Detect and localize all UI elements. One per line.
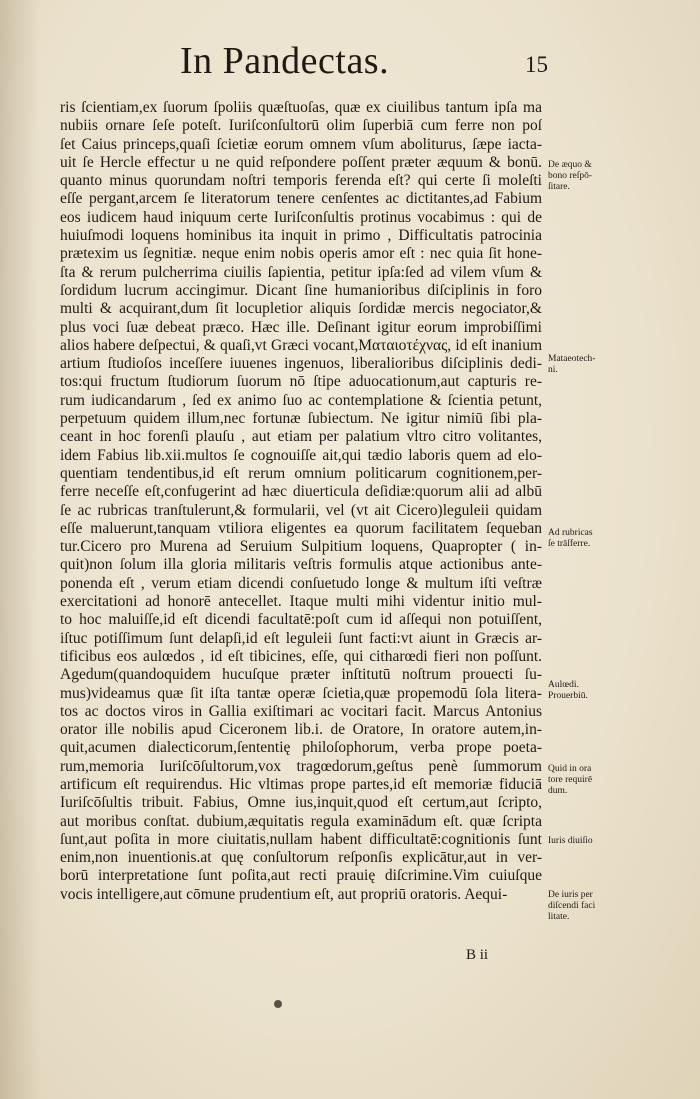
margin-note-line: De iuris per [548, 890, 593, 900]
text-line: Iuriſcōſultis tribuit. Fabius, Omne ius,inquit,quod eſt certum,aut ſcripto, [60, 794, 542, 812]
margin-note-mataeotechni [548, 354, 648, 376]
text-line: orator ille nobilis apud Ciceronem lib.i. de Oratore, In oratore autem,in- [60, 721, 542, 739]
text-line: borū interpretatione ſunt poſita,aut recti prauię diſcrimine.Vim cuiuſque [60, 867, 542, 885]
margin-note-line: Prouerbiū. [548, 691, 588, 701]
margin-note-line: ſe trāſferre. [548, 539, 591, 549]
text-line: uit ſe Hercle effectur u ne quid reſpondere poſſent præter æquum & bonū. [60, 153, 542, 171]
page-number: 15 [525, 52, 548, 77]
text-line: ferre neceſſe eſt,confugerint ad hæc diuerticula deſidiæ:quorum alii ad albū [60, 483, 542, 501]
margin-note-oratore [548, 764, 648, 797]
text-line: quentiam tendentibus,id eſt rerum omnium politicarum cognitionem,per- [60, 464, 542, 482]
text-line: Agedum(quandoquidem hucuſque præter inſtitutū noſtrum prouecti ſu- [60, 666, 542, 684]
text-line: plus voci ſuæ debeat præco. Hæc ille. Deſinant igitur eorum improbiſſimi [60, 318, 542, 336]
text-line: enim,non inuentionis.at quę conſultorum reſponſis explicātur,aut in ver- [60, 849, 542, 867]
text-line: ſet Caius princeps,quaſi ſcietiæ eorum omnem vſum aboliturus, ſæpe iacta- [60, 135, 542, 153]
text-line: tificibus eos aulœdos , id eſt tibicines, eſſe, qui citharœdi fieri non poſſunt. [60, 647, 542, 665]
text-line: ſe ac rubricas tranſtulerunt,& formularii, vel (vt ait Cicero)leguleii quidam [60, 501, 542, 519]
text-line: ris ſcientiam,ex ſuorum ſpoliis quæſtuoſas, quæ ex ciuilibus tantum ipſa ma [60, 99, 542, 116]
text-line: quanto minus quorundam noſtri temporis ferenda eſt? qui certe ſi moleſti [60, 172, 542, 190]
margin-note-line: De æquo & [548, 160, 592, 170]
text-line: eos iudicem haud iniquum certe Iuriſconſultis protinus vocabimus : qui de [60, 208, 542, 226]
margin-note-line: tore requirē [548, 775, 593, 785]
text-line: aut moribus conſtat. dubium,æquitatis regula examinādum eſt. quæ ſcripta [60, 812, 542, 830]
margin-note-line: ni. [548, 365, 558, 375]
margin-note-line: Aulœdi. [548, 680, 579, 690]
text-line: ceant in hoc forenſi plauſu , aut etiam per palatium vltro citro volitantes, [60, 428, 542, 446]
margin-note-iuris-facilitate [548, 890, 648, 923]
text-line: exercitationi ad honorē antecellet. Itaque multi mihi videntur initio mul- [60, 593, 542, 611]
text-line: ſta & rerum pulcherrima ciuilis ſapientia, petitur ipſa:ſed ad vilem vſum & [60, 263, 542, 281]
running-title: In Pandectas. [180, 40, 390, 82]
main-text-block [60, 99, 542, 904]
signature-mark: B ii [466, 947, 489, 963]
text-line: mus)videamus quæ ſit iſta tantæ operæ ſcietia,quæ propemodū ſola litera- [60, 684, 542, 702]
margin-note-rubricas [548, 528, 648, 550]
text-line: perpetuum quidem illum,nec fortunæ ſubiectum. Ne igitur nimiū ſibi pla- [60, 410, 542, 428]
text-line: rum iudicandarum , ſed ex animo ſuo ac contemplatione & ſcientia petunt, [60, 391, 542, 409]
margin-note-line: litate. [548, 912, 570, 922]
text-line: tur.Cicero pro Murena ad Seruium Sulpitium loquens, Quapropter ( in- [60, 538, 542, 556]
margin-note-auloedi [548, 680, 648, 702]
text-line: tos ac doctos viros in Gallia exiſtimari ac vocitari facit. Marcus Antonius [60, 702, 542, 720]
margin-note-line: Iuris diuiſio [548, 836, 593, 846]
text-line: vocis intelligere,aut cōmune prudentium eſt, aut propriū oratoris. Aequi- [60, 885, 508, 903]
margin-note-line: Ad rubricas [548, 528, 593, 538]
text-line: huiuſmodi loquens hominibus ita inquit in primo , Difficultatis patrocinia [60, 227, 542, 245]
margin-note-line: Quid in ora [548, 764, 592, 774]
text-line: tos:qui fructum ſtudiorum ſuorum nō ſtipe aduocationum,aut capturis re- [60, 373, 542, 391]
text-line: artificum eſt requirendus. Hic vltimas prope partes,id eſt memoriæ fiduciā [60, 775, 542, 793]
text-line: eſſe pergant,arcem ſe literatorum tenere cenſentes ac dictitantes,ad Fabium [60, 190, 542, 208]
text-line: ſordidum lucrum accingimur. Dicant ſine humanioribus diſciplinis in foro [60, 281, 542, 299]
text-line: ponenda eſt , verum etiam dicendi conſuetudo longe & multum iſti veſtræ [60, 574, 542, 592]
text-line: rum,memoria Iuriſcōſultorum,vox tragœdorum,geſtus penè ſummorum [60, 757, 542, 775]
gutter-shadow [0, 0, 40, 1099]
text-line: quit,acumen dialecticorum,ſententię philoſophorum, verba prope poeta- [60, 739, 542, 757]
text-line: to hoc maluiſſe,id eſt dicendi facultatē:poſt cum id aſſequi non potuiſſent, [60, 611, 542, 629]
text-line: prætexim us ſegnitiæ. neque enim nobis operis amor eſt : nec quia ſit hone- [60, 245, 542, 263]
text-line: ſunt,aut poſita in more ciuitatis,nullam habent difficultatē:cognitionis ſunt [60, 830, 542, 848]
margin-note-aequo [548, 160, 648, 193]
text-line: nubiis ornare ſeſe poteſt. Iuriſconſultorū olim ſuperbiā cum ferre non poſ [60, 117, 542, 135]
margin-note-line: dum. [548, 786, 568, 796]
text-line: artium ſtudioſos inceſſere iuuenes ingenuos, liberalioribus diſciplinis dedi- [60, 355, 542, 373]
text-line: iſtuc potiſſimum ſunt delapſi,id eſt leguleii ſunt facti:vt aiunt in Græcis ar- [60, 629, 542, 647]
margin-note-line: ſitare. [548, 182, 570, 192]
text-line: alios habere deſpectui, & quaſi,vt Græci vocant,Ματαιοτέχνας, id eſt inanium [60, 336, 542, 354]
text-line: quit)non ſolum illa gloria militaris veſtris formulis atque actionibus ante- [60, 556, 542, 574]
margin-note-iuris-diuisio [548, 836, 648, 847]
margin-note-line: Mataeotech- [548, 354, 596, 364]
text-line: multi & acquirant,dum ſit locupletior aliquis ſordidæ mercis negociator,& [60, 300, 542, 318]
paper-spot [274, 1000, 282, 1008]
running-header [180, 38, 580, 84]
text-line: eſſe maluerunt,tanquam vtiliora eligentes ea quorum facilitatem ſequeban [60, 519, 542, 537]
margin-note-line: diſcendi faci [548, 901, 596, 911]
margin-note-line: bono reſpō- [548, 171, 593, 181]
text-line: idem Fabius lib.xii.multos ſe cognouiſſe ait,qui tædio laboris quem ad elo- [60, 446, 542, 464]
